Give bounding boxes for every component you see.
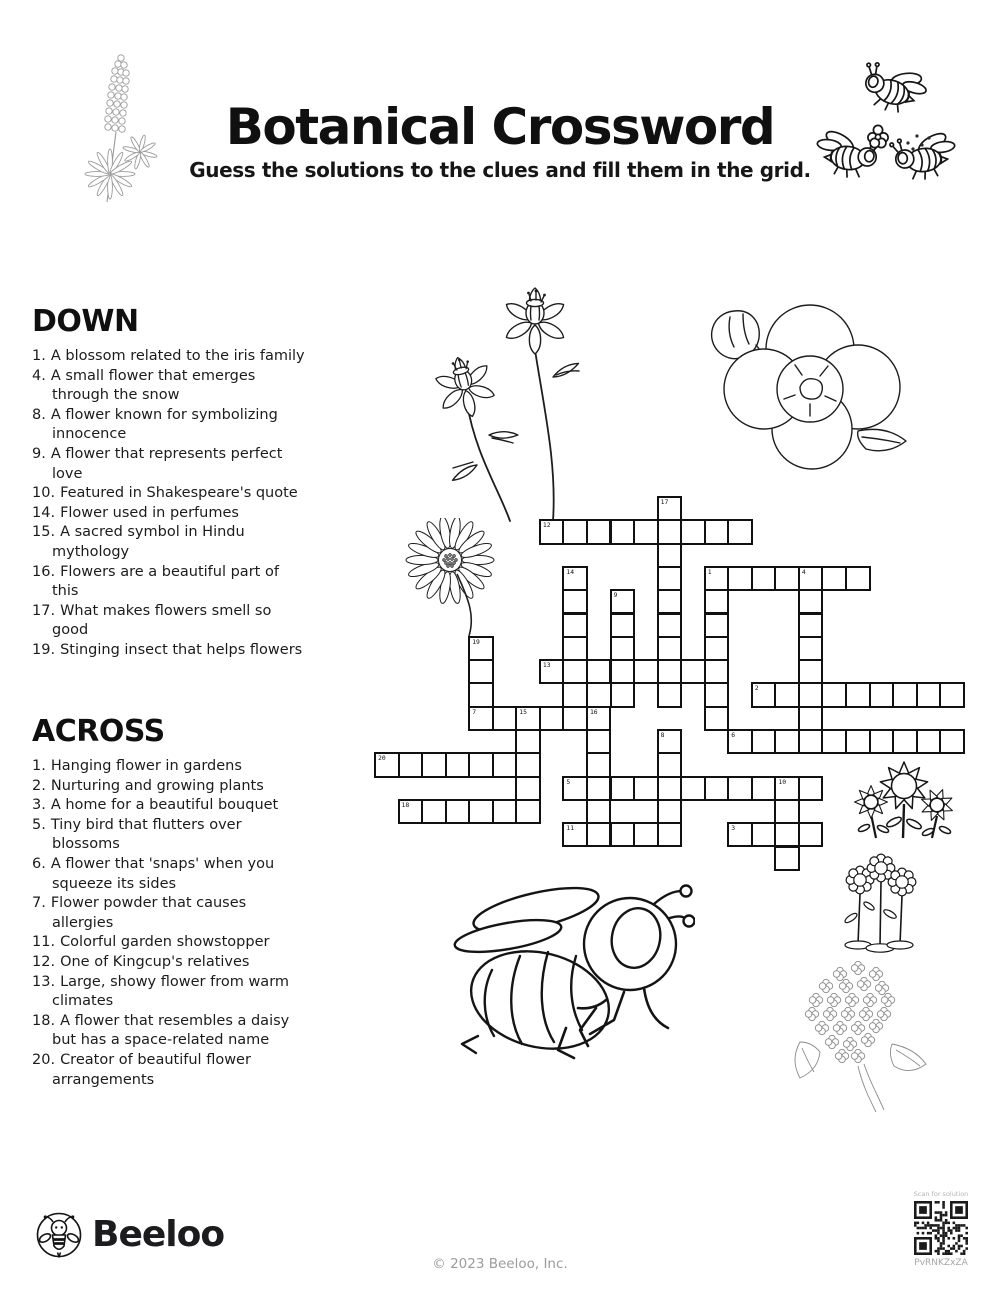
grid-cell[interactable] — [798, 589, 824, 614]
clue-item-across-20 — [32, 1051, 308, 1090]
grid-cell[interactable] — [657, 729, 683, 754]
clue-text: A blossom related to the iris family — [50, 348, 305, 364]
grid-cell[interactable] — [468, 659, 494, 684]
across-clues-section — [32, 716, 308, 1090]
clue-number: 7. — [32, 895, 46, 912]
grid-cell-number: 18 — [401, 800, 410, 809]
clue-number: 5. — [32, 816, 46, 833]
clue-item-across-7 — [32, 894, 308, 933]
clue-item-down-10 — [32, 484, 308, 504]
grid-cell[interactable] — [798, 682, 824, 707]
grid-cell[interactable] — [468, 706, 494, 731]
grid-cell[interactable] — [586, 776, 612, 801]
grid-cell-number: 19 — [472, 637, 480, 646]
grid-cell[interactable] — [657, 519, 683, 544]
grid-cell[interactable] — [610, 636, 636, 661]
grid-cell[interactable] — [798, 636, 824, 661]
clue-number: 10. — [32, 485, 56, 502]
grid-cell[interactable] — [657, 822, 683, 847]
grid-cell[interactable] — [774, 822, 800, 847]
grid-cell[interactable] — [539, 706, 565, 731]
grid-cell[interactable] — [774, 846, 800, 871]
clue-text: Creator of beautiful flower arrangements — [52, 1051, 251, 1088]
grid-cell[interactable] — [798, 706, 824, 731]
grid-cell[interactable] — [657, 613, 683, 638]
grid-cell[interactable] — [468, 752, 494, 777]
grid-cell-number: 20 — [378, 754, 386, 763]
grid-cell[interactable] — [798, 659, 824, 684]
grid-cell[interactable] — [916, 682, 942, 707]
page-subtitle: Guess the solutions to the clues and fill them in the grid. — [189, 158, 811, 182]
clue-item-across-2 — [32, 777, 308, 797]
clue-text: A home for a beautiful bouquet — [50, 797, 279, 814]
clue-item-across-3 — [32, 796, 308, 816]
clue-item-down-9 — [32, 445, 308, 484]
grid-cell[interactable] — [398, 799, 424, 824]
grid-cell[interactable] — [515, 799, 541, 824]
clue-text: Flower used in perfumes — [60, 504, 239, 521]
grid-cell[interactable] — [657, 496, 683, 521]
grid-cell[interactable] — [421, 799, 447, 824]
clue-item-down-19 — [32, 641, 308, 661]
clue-text: Flowers are a beautiful part of this — [52, 563, 279, 600]
clue-number: 12. — [32, 953, 56, 970]
grid-cell[interactable] — [562, 519, 588, 544]
grid-cell-number: 2 — [754, 684, 759, 693]
grid-cell-number: 11 — [566, 824, 575, 833]
grid-cell[interactable] — [562, 822, 588, 847]
across-heading: ACROSS — [32, 714, 165, 749]
grid-cell[interactable] — [633, 659, 659, 684]
grid-cell[interactable] — [751, 822, 777, 847]
grid-cell[interactable] — [562, 682, 588, 707]
grid-cell[interactable] — [398, 752, 424, 777]
grid-cell[interactable] — [586, 706, 612, 731]
clue-text: Tiny bird that flutters over blossoms — [50, 816, 242, 853]
clue-item-down-4 — [32, 367, 308, 406]
grid-cell[interactable] — [492, 752, 518, 777]
grid-cell[interactable] — [586, 822, 612, 847]
clue-text: Nurturing and growing plants — [50, 777, 264, 794]
grid-cell[interactable] — [680, 519, 706, 544]
clue-item-down-15 — [32, 523, 308, 562]
clue-text: A flower known for symbolizing innocence — [50, 406, 278, 443]
down-clues-section — [32, 306, 308, 661]
grid-cell[interactable] — [727, 776, 753, 801]
clue-number: 3. — [32, 797, 46, 814]
grid-cell[interactable] — [939, 682, 965, 707]
clue-number: 1. — [32, 758, 46, 774]
grid-cell-number: 4 — [801, 567, 806, 576]
grid-cell[interactable] — [916, 729, 942, 754]
daffodil-flowers-icon — [403, 275, 628, 525]
grid-cell[interactable] — [845, 729, 871, 754]
grid-cell[interactable] — [515, 729, 541, 754]
grid-cell[interactable] — [610, 589, 636, 614]
grid-cell[interactable] — [515, 706, 541, 731]
grid-cell-number: 7 — [472, 707, 477, 716]
clue-item-down-16 — [32, 563, 308, 602]
clue-number: 16. — [32, 563, 56, 580]
grid-cell[interactable] — [657, 566, 683, 591]
clue-text: Stinging insect that helps flowers — [60, 641, 303, 658]
clue-text: A flower that represents perfect love — [50, 445, 283, 482]
copyright-text: © 2023 Beeloo, Inc. — [432, 1256, 568, 1272]
grid-cell[interactable] — [704, 613, 730, 638]
grid-cell[interactable] — [492, 706, 518, 731]
clue-text: Flower powder that causes allergies — [50, 895, 247, 931]
grid-cell[interactable] — [751, 566, 777, 591]
grid-cell[interactable] — [821, 566, 847, 591]
grid-cell[interactable] — [869, 729, 895, 754]
clue-item-down-14 — [32, 504, 308, 524]
grid-cell[interactable] — [821, 682, 847, 707]
grid-cell[interactable] — [798, 822, 824, 847]
grid-cell-number: 12 — [542, 521, 551, 530]
grid-cell-number: 5 — [566, 777, 571, 786]
grid-cell[interactable] — [610, 682, 636, 707]
clue-number: 1. — [32, 348, 46, 364]
clue-number: 19. — [32, 641, 56, 658]
down-heading: DOWN — [32, 304, 139, 339]
grid-cell-number: 6 — [731, 731, 736, 739]
grid-cell[interactable] — [704, 776, 730, 801]
grid-cell[interactable] — [704, 706, 730, 731]
clue-item-across-12 — [32, 953, 308, 973]
clue-item-across-1 — [32, 757, 308, 777]
grid-cell[interactable] — [751, 682, 777, 707]
grid-cell[interactable] — [727, 822, 753, 847]
grid-cell[interactable] — [657, 543, 683, 568]
clue-text: One of Kingcup's relatives — [60, 953, 250, 970]
clue-text: Hanging flower in gardens — [50, 758, 242, 774]
grid-cell[interactable] — [445, 752, 471, 777]
grid-cell[interactable] — [774, 566, 800, 591]
grid-cell[interactable] — [798, 566, 824, 591]
grid-cell[interactable] — [774, 776, 800, 801]
grid-cell[interactable] — [774, 729, 800, 754]
clue-item-across-5 — [32, 816, 308, 855]
grid-cell[interactable] — [610, 822, 636, 847]
grid-cell[interactable] — [374, 752, 400, 777]
grid-cell[interactable] — [515, 752, 541, 777]
grid-cell[interactable] — [586, 519, 612, 544]
grid-cell[interactable] — [562, 659, 588, 684]
grid-cell[interactable] — [492, 799, 518, 824]
clue-text: Large, showy flower from warm climates — [52, 973, 290, 1010]
grid-cell[interactable] — [586, 799, 612, 824]
grid-cell-number: 10 — [778, 777, 787, 786]
qr-id-text: PvRNKZxZA — [914, 1258, 968, 1268]
grid-cell-number: 17 — [660, 498, 669, 506]
grid-cell[interactable] — [562, 776, 588, 801]
grid-cell[interactable] — [704, 589, 730, 614]
grid-cell[interactable] — [680, 659, 706, 684]
grid-cell-number: 15 — [519, 707, 527, 716]
grid-cell[interactable] — [704, 566, 730, 591]
down-clue-list — [32, 347, 308, 661]
clue-number: 18. — [32, 1012, 56, 1029]
clue-item-across-13 — [32, 973, 308, 1012]
clue-text: A sacred symbol in Hindu mythology — [52, 524, 245, 560]
grid-cell-number: 16 — [589, 707, 598, 716]
grid-cell[interactable] — [562, 636, 588, 661]
grid-cell[interactable] — [845, 566, 871, 591]
grid-cell[interactable] — [704, 636, 730, 661]
brand-wordmark: Beeloo — [92, 1214, 225, 1255]
sunflowers-icon — [850, 756, 957, 842]
clue-number: 17. — [32, 602, 56, 619]
grid-cell[interactable] — [586, 659, 612, 684]
clue-item-across-11 — [32, 933, 308, 953]
clue-text: Colorful garden showstopper — [60, 934, 270, 951]
grid-cell[interactable] — [821, 729, 847, 754]
pansy-flower-icon — [690, 283, 915, 485]
clue-item-across-18 — [32, 1012, 308, 1051]
grid-cell[interactable] — [704, 519, 730, 544]
grid-cell[interactable] — [586, 752, 612, 777]
clue-text: A flower that resembles a daisy but has a space-related name — [52, 1012, 290, 1049]
grid-cell[interactable] — [774, 682, 800, 707]
qr-code — [914, 1201, 968, 1255]
clue-item-down-17 — [32, 602, 308, 641]
clue-number: 15. — [32, 524, 56, 541]
clue-number: 9. — [32, 445, 46, 462]
grid-cell[interactable] — [798, 613, 824, 638]
clue-text: A small flower that emerges through the snow — [50, 367, 256, 404]
clue-text: What makes flowers smell so good — [52, 602, 272, 639]
grid-cell[interactable] — [869, 682, 895, 707]
grid-cell-number: 9 — [613, 591, 618, 600]
bee-icon — [448, 876, 695, 1072]
grid-cell[interactable] — [704, 659, 730, 684]
grid-cell[interactable] — [657, 682, 683, 707]
grid-cell-number: 13 — [542, 661, 551, 670]
grid-cell[interactable] — [845, 682, 871, 707]
grid-cell[interactable] — [468, 799, 494, 824]
grid-cell[interactable] — [798, 729, 824, 754]
grid-cell[interactable] — [657, 659, 683, 684]
grid-cell[interactable] — [751, 729, 777, 754]
grid-cell[interactable] — [633, 822, 659, 847]
clue-number: 11. — [32, 934, 56, 951]
grid-cell[interactable] — [798, 776, 824, 801]
grid-cell[interactable] — [727, 566, 753, 591]
grid-cell[interactable] — [445, 799, 471, 824]
grid-cell[interactable] — [610, 776, 636, 801]
clue-number: 4. — [32, 367, 46, 384]
clue-text: A flower that 'snaps' when you squeeze its sides — [50, 855, 275, 892]
grid-cell[interactable] — [562, 566, 588, 591]
clue-number: 20. — [32, 1051, 56, 1068]
bees-trio-icon — [808, 48, 960, 196]
grid-cell[interactable] — [657, 799, 683, 824]
grid-cell[interactable] — [657, 752, 683, 777]
clue-item-across-6 — [32, 855, 308, 894]
grid-cell[interactable] — [892, 682, 918, 707]
grid-cell[interactable] — [515, 776, 541, 801]
grid-cell[interactable] — [562, 706, 588, 731]
grid-cell[interactable] — [727, 519, 753, 544]
clue-number: 8. — [32, 406, 46, 423]
grid-cell[interactable] — [774, 799, 800, 824]
grid-cell-number: 14 — [566, 567, 575, 576]
pompom-flowers-icon — [838, 842, 925, 958]
grid-cell[interactable] — [939, 729, 965, 754]
grid-cell[interactable] — [468, 682, 494, 707]
clue-item-down-1 — [32, 347, 308, 367]
grid-cell[interactable] — [727, 729, 753, 754]
qr-label: Scan for solution — [913, 1190, 969, 1198]
clue-item-down-8 — [32, 406, 308, 445]
grid-cell[interactable] — [704, 682, 730, 707]
grid-cell[interactable] — [562, 613, 588, 638]
grid-cell[interactable] — [562, 589, 588, 614]
grid-cell[interactable] — [421, 752, 447, 777]
grid-cell[interactable] — [657, 776, 683, 801]
grid-cell[interactable] — [751, 776, 777, 801]
grid-cell[interactable] — [892, 729, 918, 754]
clue-number: 14. — [32, 504, 56, 521]
page-title: Botanical Crossword — [225, 97, 775, 156]
across-clue-list — [32, 757, 308, 1090]
beeloo-logo-icon — [36, 1212, 82, 1258]
grid-cell[interactable] — [586, 729, 612, 754]
grid-cell[interactable] — [539, 659, 565, 684]
grid-cell[interactable] — [610, 519, 636, 544]
grid-cell[interactable] — [657, 589, 683, 614]
grid-cell-number: 1 — [707, 567, 712, 576]
grid-cell[interactable] — [539, 519, 565, 544]
grid-cell[interactable] — [610, 613, 636, 638]
grid-cell-number: 8 — [660, 731, 665, 739]
grid-cell[interactable] — [633, 776, 659, 801]
grid-cell[interactable] — [633, 519, 659, 544]
grid-cell-number: 3 — [731, 824, 736, 833]
clue-text: Featured in Shakespeare's quote — [60, 485, 298, 502]
clue-number: 13. — [32, 973, 56, 990]
grid-cell[interactable] — [610, 659, 636, 684]
clue-number: 2. — [32, 777, 46, 794]
clue-number: 6. — [32, 855, 46, 872]
grid-cell[interactable] — [468, 636, 494, 661]
hydrangea-icon — [788, 956, 940, 1114]
grid-cell[interactable] — [657, 636, 683, 661]
grid-cell[interactable] — [680, 776, 706, 801]
daisy-flower-icon — [403, 518, 508, 640]
